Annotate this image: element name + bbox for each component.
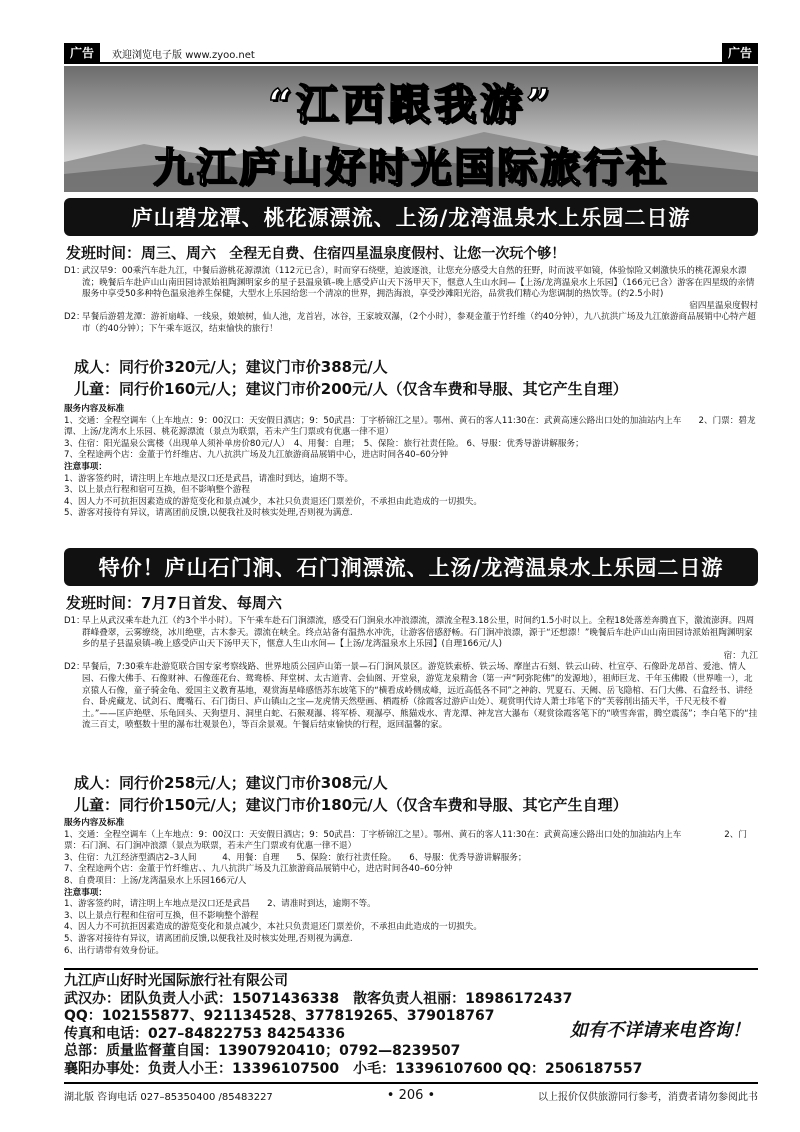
day-label: D1： [64, 616, 85, 626]
service-line: 3、住宿：阳光温泉公寓楼（出现单人须补单房价80元/人） 4、用餐：自理； 5、保险：旅行社责任险。 6、导服：优秀导游讲解服务； [64, 438, 584, 449]
contact-hq: 总部：质量监督董自国：13907920410；0792—8239507 [64, 1043, 461, 1059]
day-label: D1： [64, 266, 85, 276]
page-number: • 206 • [386, 1087, 436, 1103]
day-label: D2： [64, 662, 85, 673]
service-line: 1、交通：全程空调车（上车地点：9：00汉口：天安假日酒店；9：50武昌：丁字桥锦江之星）。鄂州、黄石的客人11:30在：武黄高速公路出口处的加油站内上车 2、门票：碧龙潭、上汤/龙湾水上乐园、桃花源漂流（景点为联票，若未产生门票或有优惠一律不退） [64, 415, 756, 438]
note-line: 6、出行请带有效身份证。 [64, 945, 164, 956]
route2-itinerary [64, 616, 758, 732]
route1-day1 [64, 266, 758, 301]
route1-schedule-text: 发班时间：周三、周六 [66, 244, 217, 262]
service-line: 1、交通：全程空调车（上车地点：9：00汉口：天安假日酒店；9：50武昌：丁字桥锦江之星）。鄂州、黄石的客人11:30在：武黄高速公路出口处的加油站内上车 2、门票：石门涧、石门涧冲浪漂（景点为联票，若未产生门票或有优惠一律不退） [64, 829, 747, 852]
footer-disclaimer: 以上报价仅供旅游同行参考，消费者请勿参阅此书 [537, 1091, 758, 1103]
contact-fax: 传真和电话：027–84822753 84254336 [64, 1025, 345, 1042]
note-line: 3、以上景点行程和住宿可互换，但不影响整个游程 [64, 910, 259, 921]
route1-itinerary [64, 266, 758, 336]
route2-day1-stay: 宿：九江 [723, 650, 758, 661]
service-line: 3、住宿：九江经济型酒店2–3人间 4、用餐：自理 5、保险：旅行社责任险。 6、导服：优秀导游讲解服务； [64, 852, 527, 863]
bottom-bar [64, 1082, 758, 1106]
note-line: 5、游客对接待有异议，请离团前反馈,以便我社及时核实处理,否则视为满意. [64, 508, 353, 519]
note-line: 1、游客签约时，请注明上车地点是汉口还是武昌 2、请准时到达，逾期不等。 [64, 899, 376, 910]
notes-heading: 注意事项： [64, 887, 107, 898]
route1-adult-price: 成人：同行价320元/人；建议门市价388元/人 [74, 358, 388, 376]
route1-schedule [66, 242, 565, 263]
contact-xiangyang: 襄阳办事处：负责人小王：13396107500 小毛：13396107600 QQ：2506187557 [64, 1060, 643, 1077]
hero-banner [64, 66, 758, 192]
route1-schedule-extra: 全程无自费、住宿四星温泉度假村、让您一次玩个够！ [229, 246, 566, 262]
route1-services [64, 404, 758, 520]
top-bar [64, 44, 758, 64]
route2-day1 [64, 616, 758, 651]
route2-title: 特价！庐山石门涧、石门涧漂流、上汤/龙湾温泉水上乐园二日游 [64, 548, 758, 586]
route2-services [64, 818, 758, 957]
company-title: 九江庐山好时光国际旅行社 [153, 145, 669, 191]
route1-day1-stay: 宿四星温泉度假村 [689, 300, 758, 311]
route2-day2 [64, 662, 758, 732]
notes-heading: 注意事项： [64, 461, 107, 472]
service-line: 8、自费项目：上汤/龙湾温泉水上乐园166元/人 [64, 875, 247, 886]
contact-qq: QQ：102155877、921134528、377819265、379018767 [64, 1008, 495, 1024]
footer-hotline: 湖北版 咨询电话 027–85350400 /85483227 [64, 1091, 273, 1103]
ad-tag-right: 广告 [722, 43, 758, 63]
route1-child-price: 儿童：同行价160元/人；建议门市价200元/人（仅含车费和导服、其它产生自理） [74, 380, 628, 398]
day-label: D2： [64, 312, 85, 323]
day-text: 早餐后，7:30乘车赴游览联合国专家考察线路、世界地质公园庐山第一景—石门涧风景区。游览铁索桥、铁云场、摩崖古石刻、铁云山砖、杜宣亭、石像卧龙昂首、爱池、情人园、石像大佛手、石像财神、石像莲花台、鸳鸯桥、拜堂树、太古道青、会仙阁、开堂泉，游览龙泉精舍（第一声“阿弥陀佛”的发源地），祖师巨龙、千年玉佛殿（世界唯一），北京猿人石像，童子骑金龟、爱国主义教育基地，观赏海星峰感悟苏东坡笔下的“横看成岭侧成峰，远近高低各不同”之神韵、咒夏石、天阙、岳飞隐棺、石门大佛、石盒经书、讲经台、卧虎藏龙、试剑石、鹰嘴石、石门街日、庐山镇山之宝—龙虎情天然壁画、栖霞桥（徐霞客过游庐山处）、观赏明代诗人萧士玮笔下的“芙蓉削出插天半，千尺无枝不着土。”——匡庐绝壁、乐龟回头、天狗望月、洞里白蛇、石猴观瀑、将军桥、观瀑亭、熊猫戏水、青龙潭、神龙宫大瀑布（观赏徐霞客笔下的“喷雪奔雷，腾空震荡”；李白笔下的“挂流三百丈，喷壑数十里的瀑布壮观景色），等百余景观。午餐后结束愉快的行程，返回温馨的家。 [82, 662, 758, 731]
note-line: 3、以上景点行程和宿可互换，但不影响整个游程 [64, 485, 250, 496]
site-url: 欢迎浏览电子版 www.zyoo.net [112, 49, 255, 61]
contact-block [64, 968, 758, 1078]
contact-wuhan: 武汉办：团队负责人小武：15071436338 散客负责人祖丽：18986172437 [64, 990, 573, 1007]
ad-tag-left: 广告 [64, 43, 100, 63]
note-line: 5、游客对接待有异议，请离团前反馈,以便我社及时核实处理,否则视为满意. [64, 933, 353, 944]
note-line: 4、因人力不可抗拒因素造成的游览变化和景点减少，本社只负责退还门票差价，不承担由此造成的一切损失。 [64, 496, 482, 507]
service-line: 7、全程途两个店：金董于竹纤维店、九八抗洪广场及九江旅游商品展销中心，进店时间各40–60分钟 [64, 450, 448, 461]
route1-title: 庐山碧龙潭、桃花源漂流、上汤/龙湾温泉水上乐园二日游 [64, 198, 758, 236]
service-line: 7、全程途两个店：金董于竹纤维店、、九八抗洪广场及九江旅游商品展销中心，进店时间各40–60分钟 [64, 864, 453, 875]
route2-child-price: 儿童：同行价150元/人；建议门市价180元/人（仅含车费和导服、其它产生自理） [74, 796, 628, 814]
day-text: 早上从武汉乘车赴九江（约3个半小时）。下午乘车赴石门涧漂流，感受石门涧泉水冲浪漂流，漂流全程3.18公里，时间约1.5小时以上。全程18处落差奔腾直下，激流澎湃。四周群峰叠翠，云雾缭绕，冰川绝壁，古木参天。漂流在峡全。终点站备有温热水冲洗，让游客倍感舒畅。石门涧冲浪漂，源于“还想漂！”晚餐后车赴庐山山南田园诗派始祖陶渊明家乡的星子县温泉镇–晚上感受庐山天下汤甲天下，惬意人生山水间—【上汤/龙湾温泉水上乐园】(自理166元/人) [82, 616, 755, 650]
note-line: 4、因人力不可抗拒因素造成的游览变化和景点减少，本社只负责退还门票差价，不承担由此造成的一切损失。 [64, 922, 482, 933]
note-line: 1、游客签约时，请注明上车地点是汉口还是武昌，请准时到达，逾期不等。 [64, 473, 354, 484]
service-heading: 服务内容及标准 [64, 404, 125, 414]
service-heading: 服务内容及标准 [64, 818, 125, 828]
day-text: 早餐后游碧龙潭：游祈扇峰、一线泉，娘娘树，仙人池，龙首岩，冰谷，王家坡双瀑，（2个小时），参观金董于竹纤维（约40分钟），九八抗洪广场及九江旅游商品展销中心特产超市（约40分钟）；下午乘车返汉，结束愉快的旅行！ [82, 312, 756, 334]
route2-schedule: 发班时间：7月7日首发、每周六 [66, 594, 282, 612]
route2-adult-price: 成人：同行价258元/人；建议门市价308元/人 [74, 774, 388, 792]
slogan: “江西跟我游” [267, 80, 555, 129]
route1-day2 [64, 312, 758, 335]
contact-company: 九江庐山好时光国际旅行社有限公司 [64, 973, 288, 989]
handwritten-note: 如有不详请来电咨询！ [570, 1020, 750, 1041]
day-text: 武汉早9：00乘汽车赴九江，中餐后游桃花源漂流（112元已含），时而穿石绕壁，迫波逐浪，让您充分感受大自然的狂野，时而波平如镜，体验惊险又刺激快乐的桃花源泉水漂流；晚餐后车赴庐山山南田园诗派始祖陶渊明家乡的星子县温泉镇–晚上感受庐山天下汤甲天下，惬意人生山水间—【上汤/龙湾温泉水上乐园】（166元已含）游客在四星级的亲情服务中享受50多种特色温泉池养生保健，大型水上乐园给您一个清凉的世界，拥浩海浪，享受沙滩阳光浴，品赏我们精心为您调制的热饮等。(约2.5小时) [82, 266, 755, 300]
